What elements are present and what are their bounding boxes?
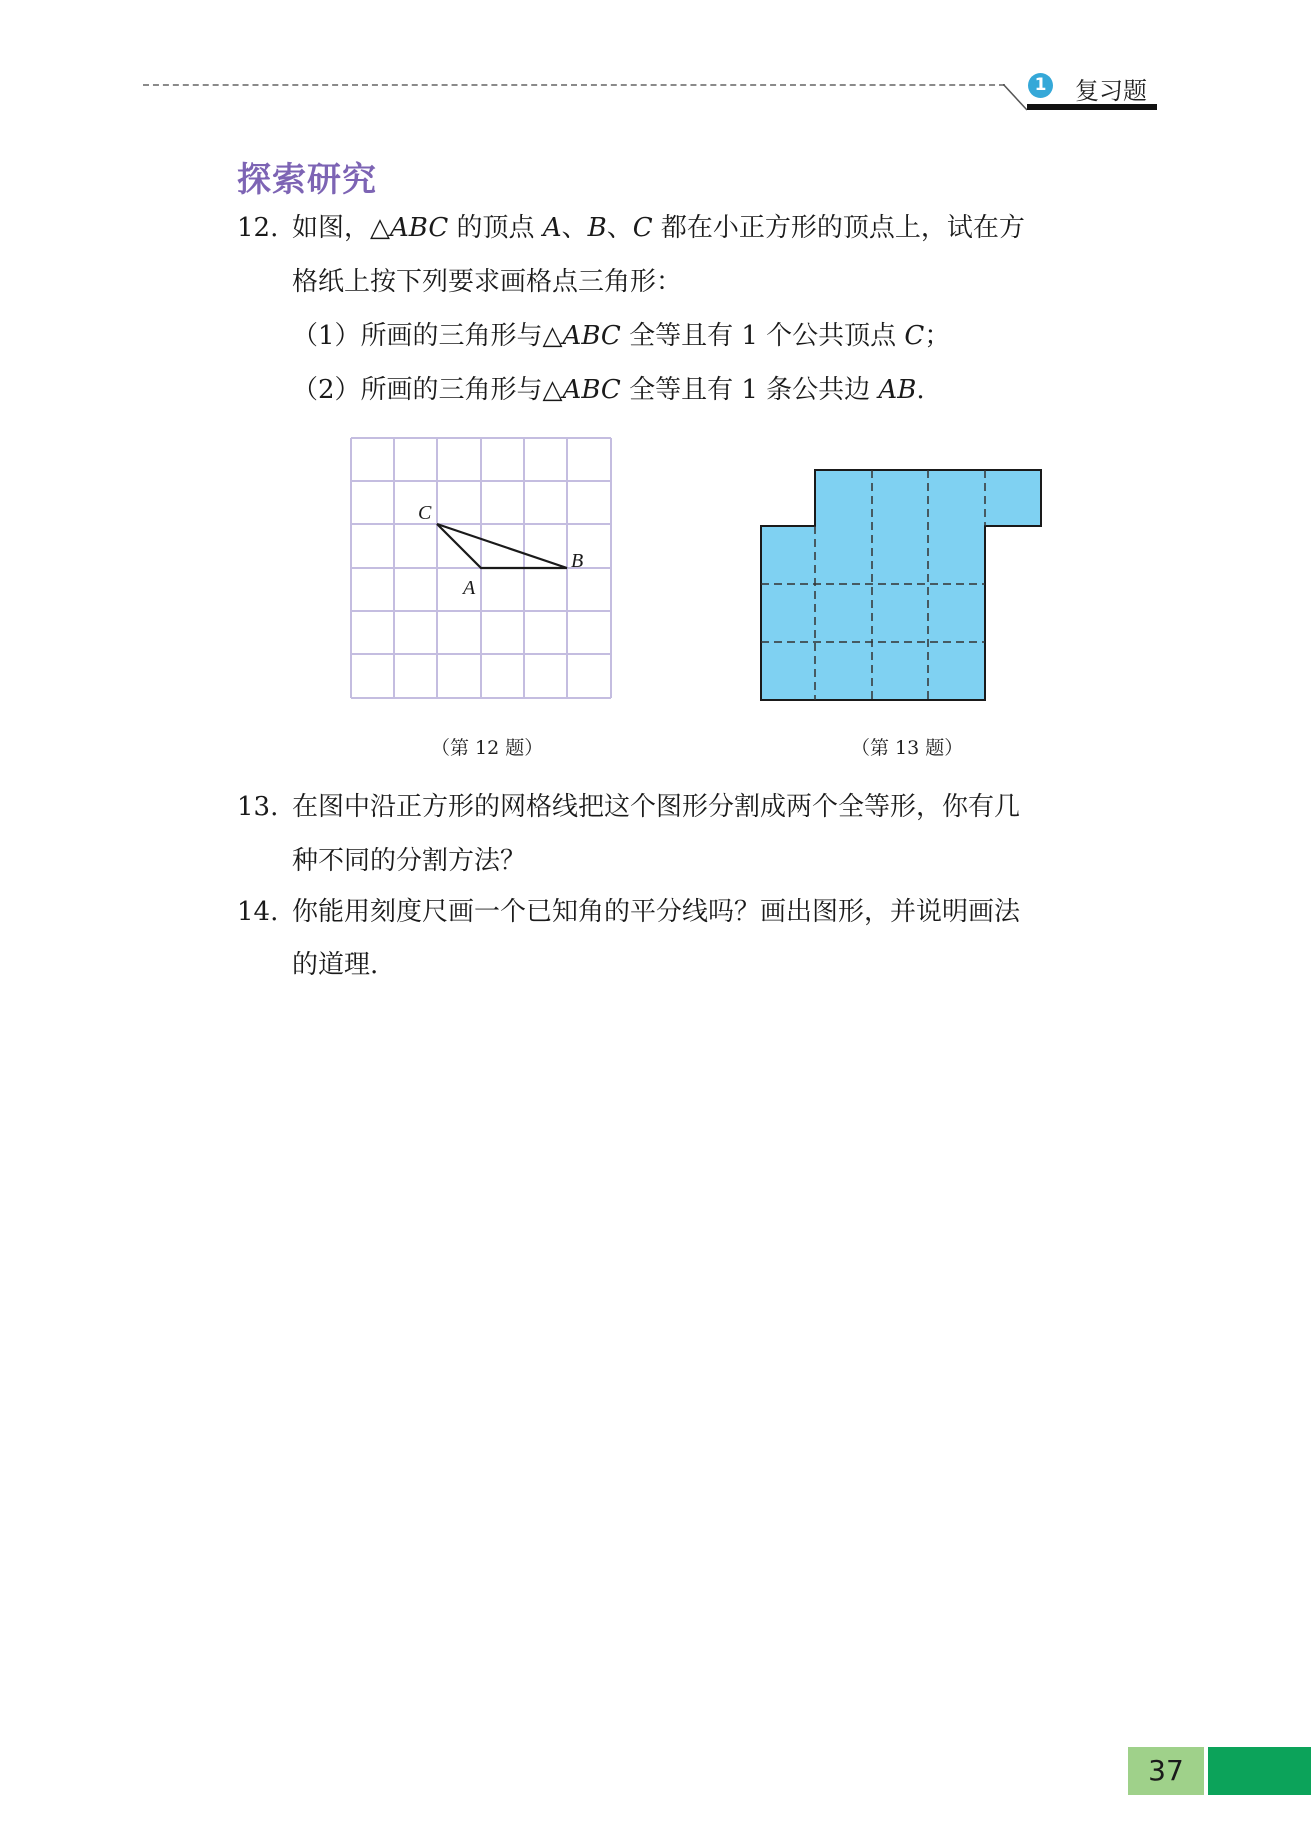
question-13-line-1: 在图中沿正方形的网格线把这个图形分割成两个全等形，你有几 (292, 792, 1021, 822)
figure-13-shape (760, 469, 1043, 701)
question-13-line-2: 种不同的分割方法？ (292, 846, 527, 876)
question-12-number: 12. (237, 213, 279, 243)
question-12-sub-1: （1）所画的三角形与△ABC 全等且有 1 个公共顶点 C； (292, 321, 951, 351)
question-12-line-2: 格纸上按下列要求画格点三角形： (292, 267, 683, 297)
chapter-title: 复习题 (1075, 77, 1147, 105)
question-14-number: 14. (237, 897, 279, 927)
page-number: 37 (1128, 1747, 1204, 1795)
question-12-sub-2: （2）所画的三角形与△ABC 全等且有 1 条公共边 AB. (292, 375, 925, 405)
vertex-label-c: C (418, 502, 432, 524)
question-14-line-2: 的道理. (292, 950, 379, 980)
chapter-number-badge: 1 (1028, 73, 1053, 98)
header-slant-line (1003, 84, 1027, 112)
section-title: 探索研究 (237, 160, 377, 200)
header-dashed-rule (143, 84, 1005, 86)
page-number-bar (1208, 1747, 1311, 1795)
triangle-abc (437, 524, 567, 568)
question-12-line-1: 如图，△ABC 的顶点 A、B、C 都在小正方形的顶点上，试在方 (292, 213, 1025, 243)
shape-fill (761, 470, 1041, 700)
question-13-number: 13. (237, 792, 279, 822)
figure-12-grid (350, 437, 612, 699)
figure-12-caption: （第 12 题） (431, 737, 544, 759)
figure-13-caption: （第 13 题） (851, 737, 964, 759)
vertex-label-b: B (571, 550, 584, 572)
question-14-line-1: 你能用刻度尺画一个已知角的平分线吗？画出图形，并说明画法 (292, 897, 1021, 927)
vertex-label-a: A (463, 577, 476, 599)
